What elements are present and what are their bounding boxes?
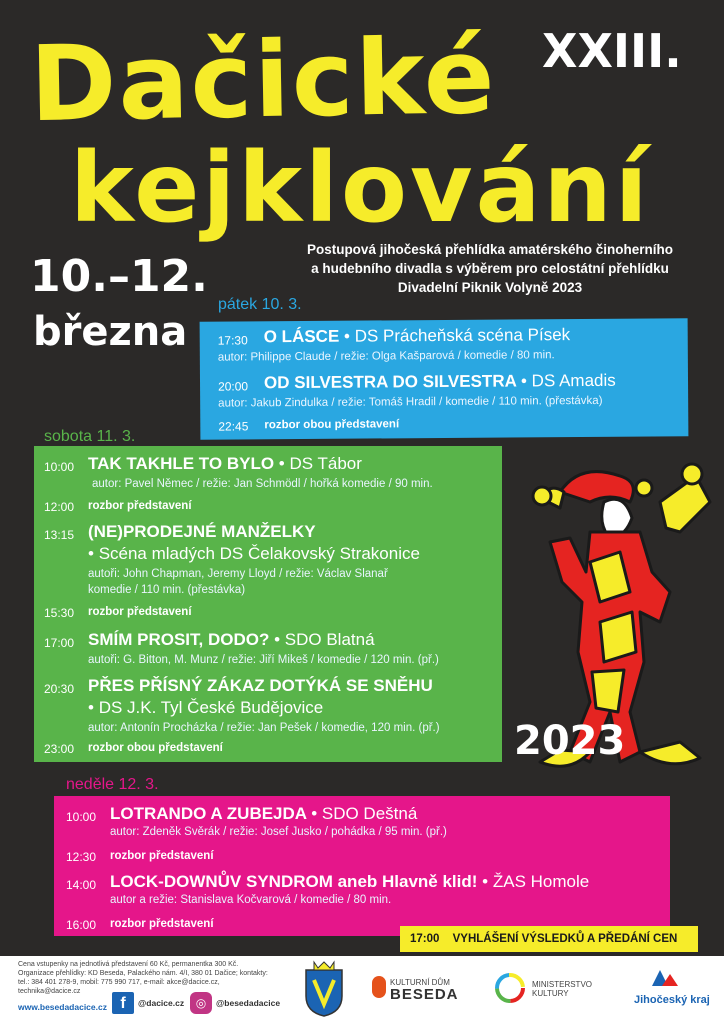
event-company: ŽAS Homole xyxy=(492,872,590,891)
friday-panel xyxy=(200,318,689,439)
event-name: (NE)PRODEJNÉ MANŽELKY xyxy=(88,522,316,541)
event-company-wrap: • ŽAS Homole xyxy=(482,872,590,891)
ministry-logo-icon xyxy=(494,972,526,1004)
festival-dates: 10.–12. xyxy=(30,251,208,302)
event-company: Scéna mladých DS Čelakovský Strakonice xyxy=(98,544,420,563)
ministry-logo-line2: KULTURY xyxy=(532,989,569,998)
event-meta: autor a režie: Stanislava Kočvarová / komedie / 80 min. xyxy=(110,894,392,906)
event-company-wrap: • DS Prácheňská scéna Písek xyxy=(343,325,571,346)
event-time: 17:30 xyxy=(217,333,248,348)
event-name: PŘES PŘÍSNÝ ZÁKAZ DOTÝKÁ SE SNĚHU xyxy=(88,676,433,695)
day-label-friday: pátek 10. 3. xyxy=(218,296,302,313)
poster-title-line1: Dačické xyxy=(28,14,498,146)
jihocesky-kraj-logo-text: Jihočeský kraj xyxy=(634,994,710,1006)
event-title xyxy=(264,371,616,393)
review-label: rozbor představení xyxy=(88,500,192,512)
event-time: 14:00 xyxy=(66,878,97,892)
footer xyxy=(0,956,724,1024)
event-company-wrap: • SDO Deštná xyxy=(311,804,418,823)
subtitle-line1: Postupová jihočeská přehlídka amatérského činoherního xyxy=(306,242,674,257)
event-name: OD SILVESTRA DO SILVESTRA xyxy=(263,371,517,393)
footer-line: Organizace přehlídky: KD Beseda, Palackého nám. 4/I, 380 01 Dačice; kontakty: xyxy=(18,970,268,977)
review-time: 22:45 xyxy=(218,419,249,434)
event-name: LOTRANDO A ZUBEJDA xyxy=(110,804,307,823)
subtitle-line2: a hudebního divadla s výběrem pro celostátní přehlídku xyxy=(311,261,669,276)
event-title xyxy=(88,630,375,650)
event-name: TAK TAKHLE TO BYLO xyxy=(88,454,275,473)
event-time: 13:15 xyxy=(44,528,75,542)
event-title xyxy=(110,872,589,892)
event-company: SDO Blatná xyxy=(284,630,375,649)
edition-number: XXIII. xyxy=(542,24,682,78)
event-company-wrap: • DS J.K. Tyl České Budějovice xyxy=(88,698,324,717)
event-time: 10:00 xyxy=(66,810,97,824)
instagram-icon[interactable]: ◎ xyxy=(190,992,212,1014)
day-label-sunday: neděle 12. 3. xyxy=(66,776,159,793)
review-label: rozbor představení xyxy=(110,850,214,862)
event-company: SDO Deštná xyxy=(321,804,418,823)
event-company-wrap: • Scéna mladých DS Čelakovský Strakonice xyxy=(88,544,420,563)
event-company: DS Prácheňská scéna Písek xyxy=(354,325,571,346)
review-label: rozbor představení xyxy=(88,606,192,618)
event-meta: autor: Jakub Zindulka / režie: Tomáš Hradil / komedie / 110 min. (přestávka) xyxy=(218,394,603,410)
footer-line: tel.: 384 401 278-9, mobil: 775 990 717, e-mail: akce@dacice.cz, technika@dacice.cz xyxy=(18,979,220,995)
event-meta: autor: Pavel Němec / režie: Jan Schmödl / hořká komedie / 90 min. xyxy=(92,478,433,490)
event-name: SMÍM PROSIT, DODO? xyxy=(88,630,270,649)
beseda-logo-big: BESEDA xyxy=(390,986,459,1003)
event-company-wrap: • SDO Blatná xyxy=(274,630,375,649)
jihocesky-kraj-logo-icon xyxy=(650,966,680,990)
beseda-logo-icon xyxy=(372,976,386,998)
awards-label: VYHLÁŠENÍ VÝSLEDKŮ A PŘEDÁNÍ CEN xyxy=(452,933,678,945)
event-meta: autor: Philippe Claude / režie: Olga Kašparová / komedie / 80 min. xyxy=(217,349,555,364)
event-meta: autoři: G. Bitton, M. Munz / režie: Jiří Mikeš / komedie / 120 min. (př.) xyxy=(88,654,439,666)
event-meta: autoři: John Chapman, Jeremy Lloyd / režie: Václav Slanař xyxy=(88,568,388,580)
subtitle-line3: Divadelní Piknik Volyně 2023 xyxy=(397,280,583,295)
event-company: DS Tábor xyxy=(289,454,362,473)
facebook-handle[interactable]: @dacice.cz xyxy=(138,998,185,1008)
review-time: 15:30 xyxy=(44,606,75,620)
review-label: rozbor obou představení xyxy=(88,742,223,754)
event-time: 10:00 xyxy=(44,460,75,474)
event-company-wrap: • DS Tábor xyxy=(278,454,362,473)
event-time: 17:00 xyxy=(44,636,75,650)
event-name: LOCK-DOWNŮV SYNDROM aneb Hlavně klid! xyxy=(110,872,478,891)
sunday-panel xyxy=(54,796,670,936)
event-meta: autor: Antonín Procházka / režie: Jan Pešek / komedie, 120 min. (př.) xyxy=(88,722,440,734)
review-time: 23:00 xyxy=(44,742,75,756)
event-title xyxy=(110,804,417,824)
footer-info xyxy=(18,960,278,996)
beseda-logo-small: KULTURNÍ DŮM xyxy=(390,978,450,987)
instagram-handle[interactable]: @besedadacice xyxy=(216,998,281,1008)
saturday-panel xyxy=(34,446,502,762)
review-time: 16:00 xyxy=(66,918,97,932)
event-title xyxy=(264,325,571,347)
event-company: DS J.K. Tyl České Budějovice xyxy=(98,698,324,717)
dacice-coat-of-arms-icon xyxy=(302,960,346,1018)
event-company: DS Amadis xyxy=(531,370,616,391)
festival-month: března xyxy=(33,309,188,355)
event-meta: autor: Zdeněk Svěrák / režie: Josef Jusko / pohádka / 95 min. (př.) xyxy=(110,826,447,838)
facebook-icon[interactable]: f xyxy=(112,992,134,1014)
ministry-logo-line1: MINISTERSTVO xyxy=(532,980,593,989)
awards-time: 17:00 xyxy=(410,933,440,945)
footer-line: Cena vstupenky na jednotlivá představení 60 Kč, permanentka 300 Kč. xyxy=(18,961,239,968)
day-label-saturday: sobota 11. 3. xyxy=(44,428,136,445)
review-label: rozbor obou představení xyxy=(264,418,400,432)
event-title xyxy=(88,454,362,474)
event-time: 20:30 xyxy=(44,682,75,696)
review-label: rozbor představení xyxy=(110,918,214,930)
review-time: 12:00 xyxy=(44,500,75,514)
subtitle xyxy=(270,240,710,297)
review-time: 12:30 xyxy=(66,850,97,864)
event-name: O LÁSCE xyxy=(263,326,340,347)
event-meta: komedie / 110 min. (přestávka) xyxy=(88,584,246,596)
awards-banner xyxy=(400,926,698,952)
event-time: 20:00 xyxy=(217,379,249,394)
event-company-wrap: • DS Amadis xyxy=(520,370,616,391)
year-label: 2023 xyxy=(514,718,626,764)
website-link[interactable]: www.besedadacice.cz xyxy=(18,1002,107,1012)
poster-title-line2: kejklování xyxy=(70,132,651,244)
